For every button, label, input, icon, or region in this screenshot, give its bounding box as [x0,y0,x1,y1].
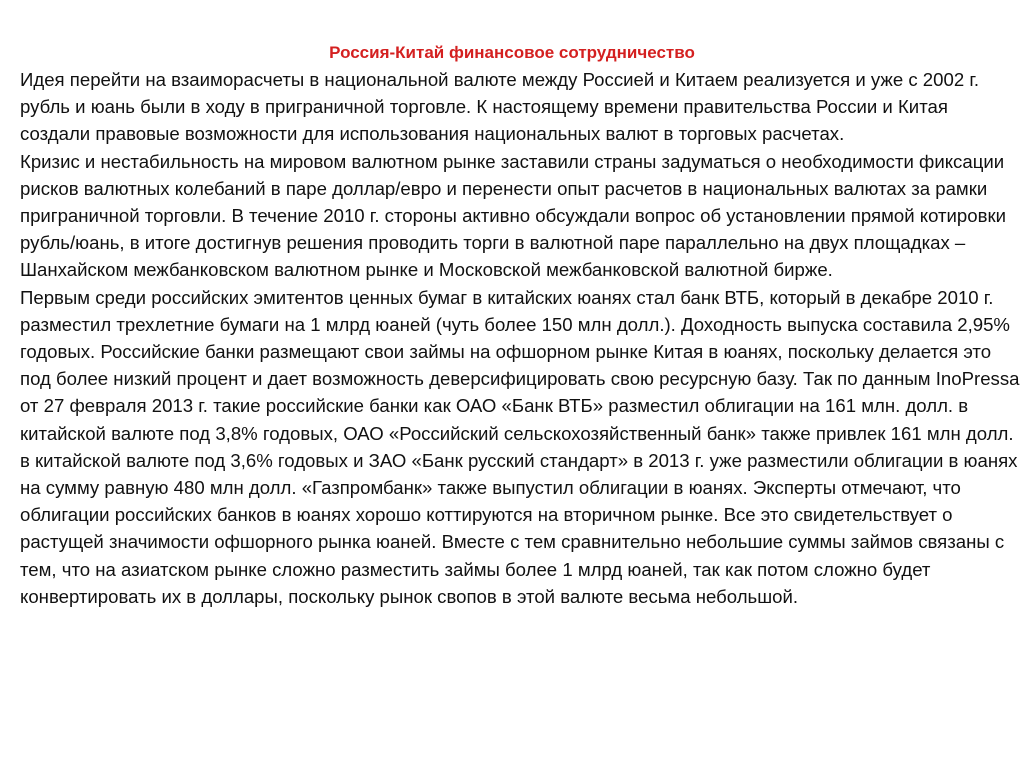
slide-title: Россия-Китай финансовое сотрудничество [329,43,695,62]
paragraph-bonds: Первым среди российских эмитентов ценных бумаг в китайских юанях стал банк ВТБ, который в декабре 2010 г. разместил трехлетние бумаги на 1 млрд юаней (чуть более 150 млн долл.). Доходность выпуска составила 2,95% годовых. Российские банки размещают свои займы на офшорном рынке Китая в юанях, поскольку делается это под более низкий процент и дает возможность деверсифицировать свою ресурсную базу. Так по данным InoPressa от 27 февраля 2013 г. такие российские банки как ОАО «Банк ВТБ» разместил облигации на 161 млн. долл. в китайской валюте под 3,8% годовых, ОАО «Российский сельскохозяйственный банк» также привлек 161 млн долл. в китайской валюте под 3,6% годовых и ЗАО «Банк русский стандарт» в 2013 г. уже разместили облигации в юанях на сумму равную 480 млн долл. «Газпромбанк» также выпустил облигации в юанях. Эксперты отмечают, что облигации российских банков в юанях хорошо коттируются на вторичном рынке. Все это свидетельствует о растущей значимости офшорного рынка юаней. Вместе с тем сравнительно небольшие суммы займов связаны с тем, что на азиатском рынке сложно разместить займы более 1 млрд юаней, так как потом сложно будет конвертировать их в доллары, поскольку рынок свопов в этой валюте весьма небольшой. [20,286,1020,607]
paragraph-settlements: Идея перейти на взаиморасчеты в национальной валюте между Россией и Китаем реализуется и уже с 2002 г. рубль и юань были в ходу в приграничной торговле. К настоящему времени правительства России и Китая создали правовые возможности для использования национальных валют в торговых расчетах. [20,69,980,145]
paragraph-crisis: Кризис и нестабильность на мировом валютном рынке заставили страны задуматься о необходимости фиксации рисков валютных колебаний в паре доллар/евро и перенести опыт расчетов в национальных валютах за рамки приграничной торговли. В течение 2010 г. стороны активно обсуждали вопрос об установлении прямой котировки рубль/юань, в итоге достигнув решения проводить торги в валютной паре параллельно на двух площадках – Шанхайском межбанковском валютном рынке и Московской межбанковской валютной бирже. [20,150,1007,281]
slide-body [20,66,1020,610]
